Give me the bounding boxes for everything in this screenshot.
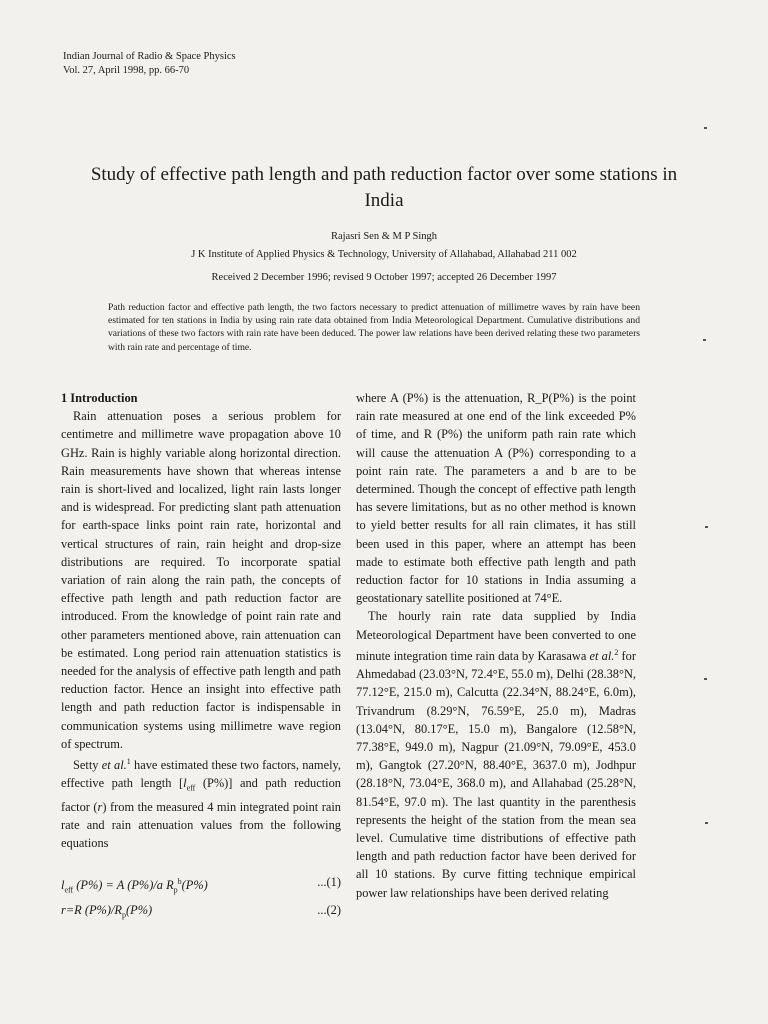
scan-speck (705, 526, 708, 528)
paper-abstract: Path reduction factor and effective path length, the two factors necessary to predict attenuation of millimetre waves by rain have been estimated for ten stations in India by using rain rate data obtained from India Meteorological Department. Cumulative distributions and variations of these two factors with rain rate have been deduced. The power law relations have been derived relating these two parameters with rain rate and percentage of time. (108, 302, 640, 353)
right-column (356, 389, 636, 902)
scan-speck (703, 339, 706, 341)
intro-paragraph-1: Rain attenuation poses a serious problem for centimetre and millimetre wave propagation above 10 GHz. Rain is highly variable along horizontal direction. Rain measurements have shown that whereas intense rain is short-lived and localized, light rain lasts longer and is widespread. For predicting slant path attenuation for earth-space links point rain rate, horizontal and vertical structures of rain, rain height and drop-size distributions are required. To incorporate spatial variation of rain along the rain path, the concepts of effective path length and path reduction factor are introduced. From the knowledge of point rain rate and other parameters mentioned above, rain attenuation can be estimated. Long period rain attenuation statistics is needed for the analysis of effective path length and path reduction factor. Hence an insight into effective path length and path reduction factor is indispensable in communication systems using millimetre wave region of spectrum. (61, 409, 341, 751)
equation-1-number: ...(1) (317, 874, 341, 889)
scan-speck (705, 822, 708, 824)
equation-2: r=R $(P\%)/R_p(P\%)$ ...(2) (61, 902, 341, 920)
paper-title: Study of effective path length and path reduction factor over some stations in India (90, 164, 678, 211)
right-paragraph-1: where A (P%) is the attenuation, R_P(P%) is the point rain rate measured at one end of the link exceeded P% of time, and R (P%) the uniform path rain rate which will cause the attenuation A (P%) corresponding to a point rain rate. The parameters a and b are to be determined. Though the concept of effective path length has severe limitations, but as no other method is known to yield better results for all rain climates, it has still been used in this paper, where an attempt has been made to estimate both effective path length and path reduction factor for 10 stations in India assuming a geostationary satellite positioned at 74°E. (356, 391, 636, 606)
left-column (61, 389, 341, 919)
equation-1: $l_{eff}$ (P%) = A (P%)/a $R_p^b(P\%)$ ...(1) (61, 874, 341, 895)
intro-paragraph-2: Setty et al.$^1$ have estimated these two factors, namely, effective path length [$l_{eff}$ (P%)] and path reduction factor (r) from the measured 4 min integrated point rain rate and rain attenuation values from the following equations (61, 757, 341, 851)
paper-authors: Rajasri Sen & M P Singh (330, 231, 438, 242)
right-paragraph-2: The hourly rain rate data supplied by India Meteorological Department have been converted to one minute integration time rain data by Karasawa et al.$^2$ for Ahmedabad (23.03°N, 72.4°E, 55.0 m), Delhi (28.38°N, 77.12°E, 215.0 m), Calcutta (22.34°N, 88.24°E, 6.0m), Trivandrum (8.29°N, 76.59°E, 25.0 m), Madras (13.04°N, 80.17°E, 15.0 m), Bangalore (12.58°N, 77.38°E, 949.0 m), Nagpur (21.09°N, 79.09°E, 453.0 m), Gangtok (27.20°N, 88.40°E, 3637.0 m), Jodhpur (28.18°N, 73.04°E, 368.0 m), and Allahabad (25.28°N, 81.54°E, 97.0 m). The last quantity in the parenthesis represents the height of the station from the mean sea level. Cumulative time distributions of effective path length and path reduction factor have been derived for all 10 stations. By curve fitting technique empirical power law relationships have been derived relating (356, 609, 637, 900)
equation-2-number: ...(2) (317, 902, 341, 917)
paper-affiliation: J K Institute of Applied Physics & Technology, University of Allahabad, Allahabad 211 002 (191, 249, 577, 260)
journal-name: Indian Journal of Radio & Space Physics (63, 51, 236, 62)
paper-received-dates: Received 2 December 1996; revised 9 October 1997; accepted 26 December 1997 (211, 272, 557, 283)
scan-speck (704, 127, 707, 129)
journal-header (63, 50, 236, 78)
journal-volume: Vol. 27, April 1998, pp. 66-70 (63, 65, 190, 76)
section-heading: 1 Introduction (61, 391, 138, 405)
scan-speck (704, 678, 707, 680)
